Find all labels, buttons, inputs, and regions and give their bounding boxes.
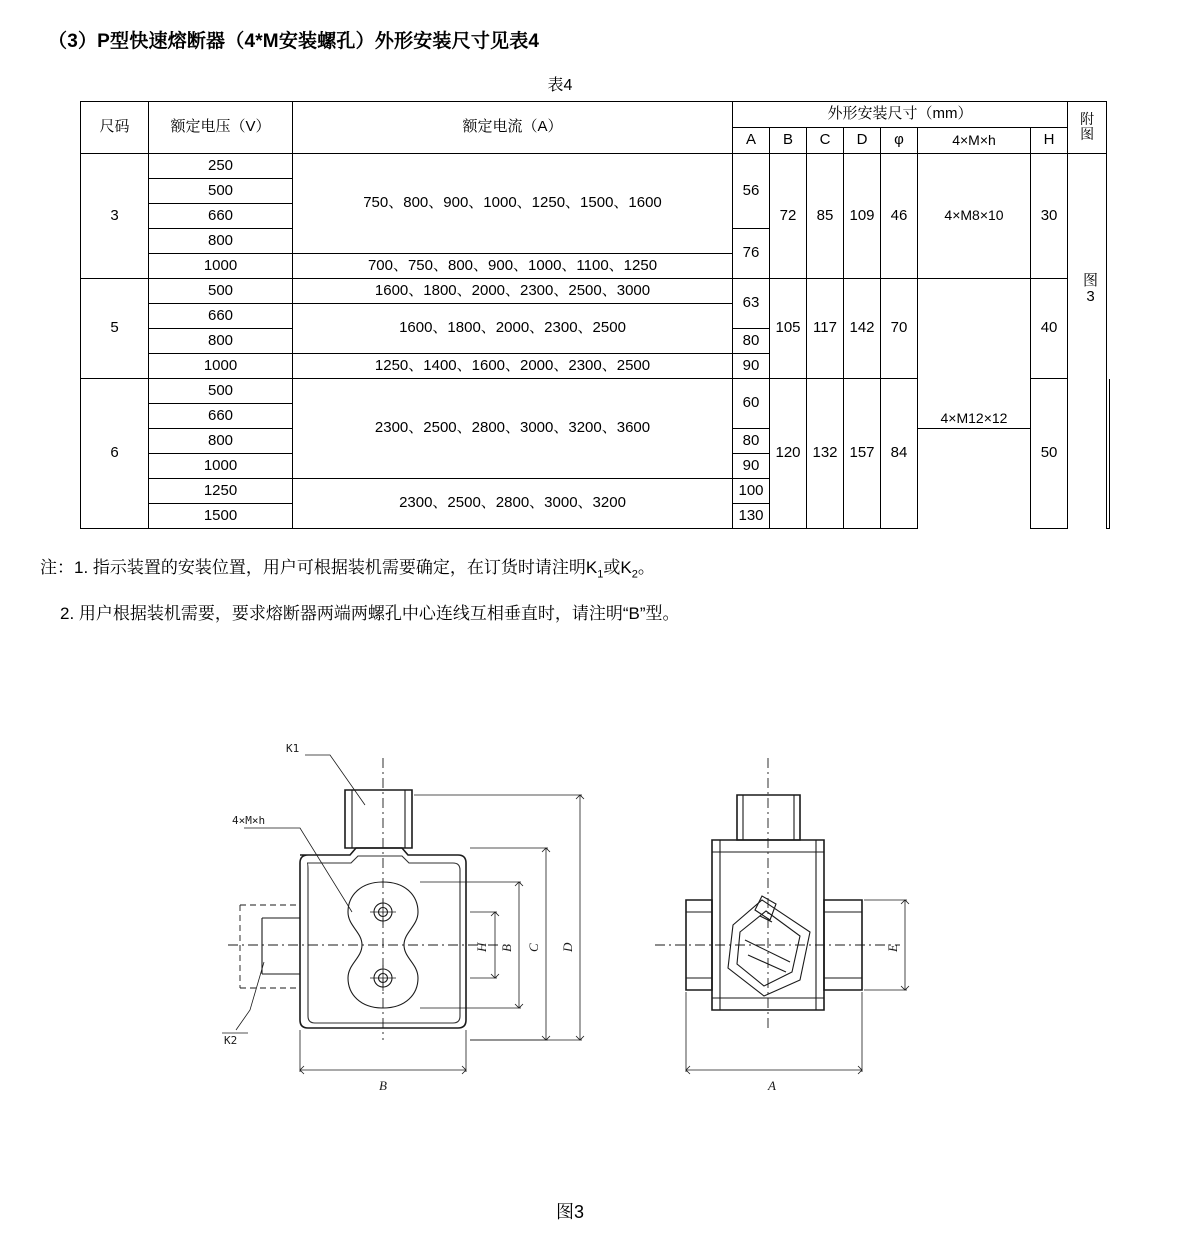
figure-caption: 图3	[555, 1202, 584, 1222]
cell-current: 1250、1400、1600、2000、2300、2500	[293, 354, 733, 379]
cell-a: 76	[733, 229, 770, 279]
cell-d: 142	[844, 279, 881, 379]
cell-a: 80	[733, 329, 770, 354]
cell-voltage: 250	[149, 154, 293, 179]
note-1-text: 1. 指示装置的安装位置，用户可根据装机需要确定，在订货时请注明K	[74, 558, 598, 577]
cell-size: 3	[81, 154, 149, 279]
cell-a: 63	[733, 279, 770, 329]
header-dimensions-group: 外形安装尺寸（mm）	[733, 102, 1068, 128]
cell-c: 117	[807, 279, 844, 379]
note-1	[40, 555, 1160, 583]
dim-d: D	[560, 942, 575, 952]
table-header-row-1	[81, 102, 1110, 128]
label-thread: 4×M×h	[232, 814, 266, 827]
cell-current: 2300、2500、2800、3000、3200	[293, 479, 733, 529]
cell-size: 5	[81, 279, 149, 379]
table-caption: 表4	[547, 77, 573, 94]
header-rated-voltage: 额定电压（V）	[149, 102, 293, 154]
page-title: （3）P型快速熔断器（4*M安装螺孔）外形安装尺寸见表4	[48, 31, 540, 52]
cell-current: 1600、1800、2000、2300、2500	[293, 304, 733, 354]
table-row	[81, 479, 1110, 504]
figure-svg	[0, 700, 1197, 1200]
header-col-d: D	[844, 128, 881, 154]
header-col-a: A	[733, 128, 770, 154]
cell-c: 85	[807, 154, 844, 279]
cell-a: 56	[733, 154, 770, 229]
left-view	[222, 742, 584, 1200]
label-k1: K1	[286, 742, 300, 755]
header-rated-current: 额定电流（A）	[293, 102, 733, 154]
cell-voltage: 800	[149, 229, 293, 254]
header-col-phi: φ	[881, 128, 918, 154]
cell-phi: 84	[881, 379, 918, 529]
header-size: 尺码	[81, 102, 149, 154]
dim-c: C	[526, 943, 541, 952]
cell-h: 40	[1031, 279, 1068, 379]
cell-voltage: 500	[149, 379, 293, 404]
cell-size: 6	[81, 379, 149, 529]
dim-b-vertical: B	[499, 944, 514, 952]
cell-a: 100	[733, 479, 770, 504]
cell-b: 120	[770, 379, 807, 529]
dim-h: H	[474, 942, 489, 952]
header-col-c: C	[807, 128, 844, 154]
cell-d: 109	[844, 154, 881, 279]
cell-thread: 4×M12×12	[918, 279, 1031, 429]
figure-diagram	[0, 700, 1197, 1200]
dim-b-bottom: B	[379, 1078, 387, 1093]
cell-voltage: 1500	[149, 504, 293, 529]
header-col-thread: 4×M×h	[918, 128, 1031, 154]
note-1-mid: 或K	[603, 558, 632, 577]
cell-a: 130	[733, 504, 770, 529]
cell-a: 90	[733, 454, 770, 479]
dim-e: E	[885, 944, 900, 952]
cell-voltage: 1000	[149, 354, 293, 379]
cell-voltage: 1250	[149, 479, 293, 504]
right-view	[655, 758, 909, 1093]
cell-voltage: 500	[149, 279, 293, 304]
dim-a: A	[768, 1078, 776, 1093]
label-k2: K2	[224, 1034, 238, 1047]
note-1-sub-2: 2	[631, 568, 638, 581]
notes-label: 注：	[40, 558, 74, 577]
cell-current: 700、750、800、900、1000、1100、1250	[293, 254, 733, 279]
cell-b: 105	[770, 279, 807, 379]
cell-current: 750、800、900、1000、1250、1500、1600	[293, 154, 733, 254]
cell-current: 1600、1800、2000、2300、2500、3000	[293, 279, 733, 304]
spec-table	[80, 101, 1110, 529]
table-row	[81, 279, 1110, 304]
cell-voltage: 1000	[149, 454, 293, 479]
spec-table-wrapper	[80, 101, 1110, 529]
header-col-h: H	[1031, 128, 1068, 154]
cell-appendix-spacer-bottom	[1107, 379, 1110, 529]
note-1-sub-1: 1	[597, 568, 604, 581]
notes-block	[40, 555, 1160, 644]
cell-a: 60	[733, 379, 770, 429]
cell-c: 132	[807, 379, 844, 529]
header-col-b: B	[770, 128, 807, 154]
cell-voltage: 500	[149, 179, 293, 204]
cell-voltage: 660	[149, 204, 293, 229]
cell-b: 72	[770, 154, 807, 279]
cell-a: 90	[733, 354, 770, 379]
cell-voltage: 800	[149, 429, 293, 454]
cell-appendix-value: 图3	[1083, 272, 1099, 305]
table-row	[81, 154, 1110, 179]
cell-voltage: 1000	[149, 254, 293, 279]
cell-h: 50	[1031, 379, 1068, 529]
cell-thread: 4×M8×10	[918, 154, 1031, 279]
cell-phi: 70	[881, 279, 918, 379]
cell-h: 30	[1031, 154, 1068, 279]
cell-phi: 46	[881, 154, 918, 279]
cell-a: 80	[733, 429, 770, 454]
cell-voltage: 660	[149, 404, 293, 429]
cell-d: 157	[844, 379, 881, 529]
cell-voltage: 800	[149, 329, 293, 354]
cell-current: 2300、2500、2800、3000、3200、3600	[293, 379, 733, 479]
note-1-end: 。	[637, 558, 655, 577]
cell-voltage: 660	[149, 304, 293, 329]
header-appendix: 附图	[1068, 102, 1107, 154]
note-2: 2. 用户根据装机需要，要求熔断器两端两螺孔中心连线互相垂直时，请注明“B”型。	[60, 603, 680, 623]
